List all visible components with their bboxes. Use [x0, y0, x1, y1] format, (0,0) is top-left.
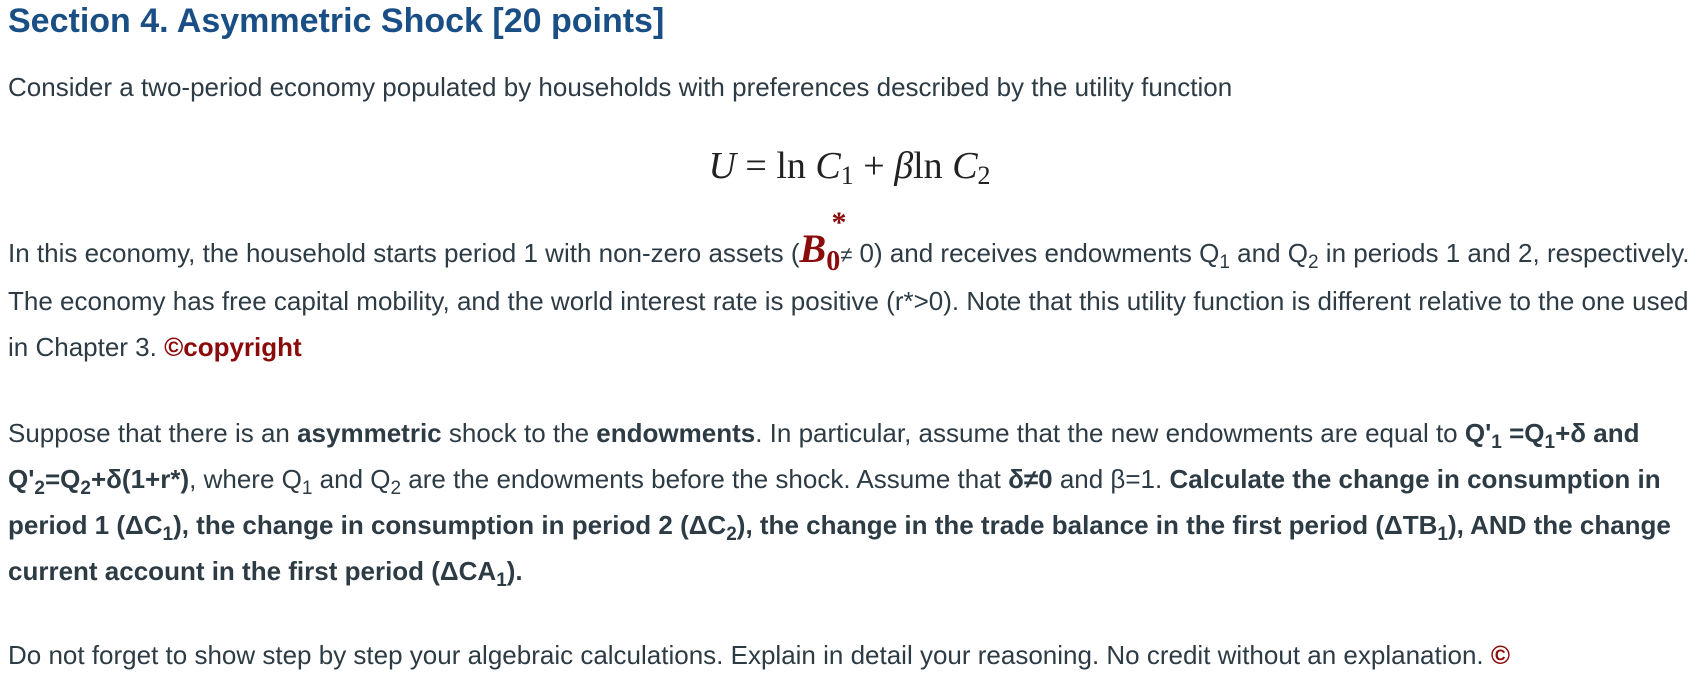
eq-ln-1: ln [776, 145, 806, 187]
b0-star-symbol [799, 206, 847, 277]
neq-sign: ≠ [840, 242, 853, 267]
eq-equals: = [745, 145, 767, 187]
p4-text: Do not forget to show step by step your algebraic calculations. Explain in detail your reasoning. No credit without an explanation. [8, 640, 1491, 670]
p4-copyright: © [1490, 640, 1511, 670]
b-letter: B [799, 226, 827, 271]
eq-beta: β [894, 145, 914, 187]
eq-u: U [708, 145, 736, 187]
p3-sub-8: 2 [726, 524, 737, 545]
p3-asymmetric: asymmetric [297, 418, 442, 448]
p3-a: Suppose that there is an [8, 418, 298, 448]
p3-sub-1: 1 [1491, 432, 1502, 453]
p3-sub-2: 1 [1544, 432, 1556, 453]
p3-sub-7: 1 [162, 524, 174, 545]
p3-g: +δ(1+r*) [90, 464, 190, 494]
p3-sub-10: 1 [496, 570, 507, 591]
p3-e: +δ and Q' [8, 418, 1640, 494]
p3-l: and β=1. [1052, 464, 1170, 494]
p3-q: ). [506, 556, 523, 586]
paragraph-assets [8, 206, 1693, 370]
section-title: Section 4. Asymmetric Shock [20 points] [8, 2, 665, 40]
p3-sub-6: 2 [390, 478, 402, 499]
p3-p: ), AND the change current account in the first period (ΔCA [8, 510, 1671, 586]
p3-h: , where Q [189, 464, 302, 494]
eq-plus: + [863, 145, 885, 187]
p3-c: . In particular, assume that the new endowments are equal to [755, 418, 1465, 448]
eq-sub-1: 1 [840, 161, 854, 190]
p3-sub-3: 2 [34, 478, 45, 499]
p3-sub-5: 1 [301, 478, 313, 499]
eq-c-2: C [952, 145, 978, 187]
p3-delta-neq-zero: δ≠0 [1008, 464, 1053, 494]
p3-b: shock to the [441, 418, 597, 448]
p3-o: ), the change in the trade balance in the first period (ΔTB [736, 510, 1438, 540]
paragraph-shock [8, 410, 1693, 594]
b-star: * [831, 206, 847, 239]
eq-c-1: C [815, 145, 841, 187]
copyright-mark: ©copyright [164, 332, 302, 362]
p3-f: =Q [44, 464, 81, 494]
b-sub-zero: 0 [826, 246, 841, 277]
p2-sub-1: 1 [1219, 252, 1230, 273]
p2-text-c: and Q [1229, 238, 1308, 268]
p2-sub-2: 2 [1307, 252, 1319, 273]
p3-i: and Q [312, 464, 391, 494]
eq-ln-2: ln [913, 145, 943, 187]
p2-text-d: in periods 1 and 2, respectively. The economy has free capital mobility, and the world interest rate is positive (r*>0). Note that this utility function is different relative to the one used in Chapter 3. [8, 238, 1690, 362]
p3-d: =Q [1501, 418, 1545, 448]
p3-m: Calculate the change in consumption in period 1 (ΔC [8, 464, 1661, 540]
p3-j: are the endowments before the shock. Assume that [401, 464, 1009, 494]
p3-sub-9: 1 [1437, 524, 1448, 545]
p3-endowments: endowments [596, 418, 756, 448]
p3-q1p: Q' [1464, 418, 1492, 448]
paragraph-instructions [8, 632, 1693, 678]
eq-sub-2: 2 [977, 161, 991, 190]
p2-text-b: 0) and receives endowments Q [852, 238, 1220, 268]
p3-sub-4: 2 [80, 478, 91, 499]
p3-n: ), the change in consumption in period 2 (ΔC [173, 510, 727, 540]
intro-paragraph: Consider a two-period economy populated by households with preferences described by the utility function [8, 72, 1233, 102]
utility-equation [0, 144, 1699, 188]
p2-text-a: In this economy, the household starts period 1 with non-zero assets ( [8, 238, 800, 268]
